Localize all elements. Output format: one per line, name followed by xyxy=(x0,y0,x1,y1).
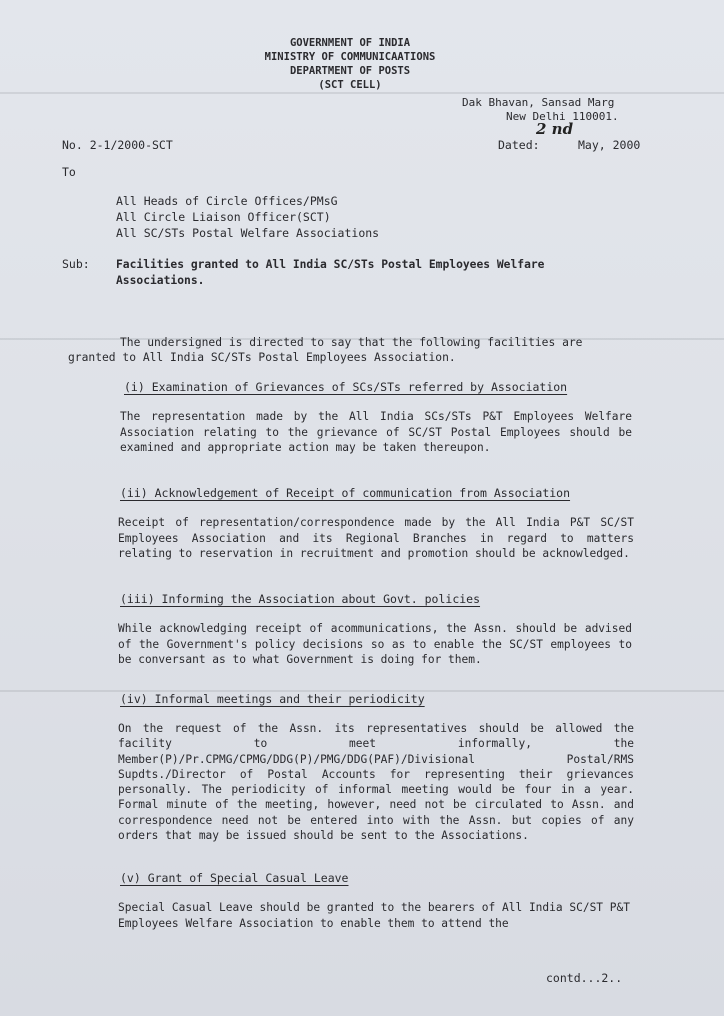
recipient-line: All Heads of Circle Offices/PMsG xyxy=(116,194,338,208)
address-line: New Delhi 110001. xyxy=(506,110,619,123)
section-heading: (iii) Informing the Association about Govt. policies xyxy=(120,592,481,606)
header-line: (SCT CELL) xyxy=(318,79,382,91)
intro-line: granted to All India SC/STs Postal Employees Association. xyxy=(68,351,456,364)
to-label: To xyxy=(62,165,76,179)
address-line: Dak Bhavan, Sansad Marg xyxy=(462,96,615,109)
file-number: No. 2-1/2000-SCT xyxy=(62,138,173,152)
section-body: While acknowledging receipt of acommunications, the Assn. should be advised of the Government's policy decisions so as to enable the SC/ST employees to be conversant as to what Government is doing for them. xyxy=(118,622,632,666)
section-body: On the request of the Assn. its representatives should be allowed the facility to meet informally, the Member(P)/Pr.CPMG/CPMG/DDG(P)/PMG/DDG(PAF)/Divisional Postal/RMS Supdts./Director of Postal Accounts for representing their grievances personally. The periodicity of informal meeting would be four in a year. Formal minute of the meeting, however, need not be circulated to Assn. and correspondence need not be entered into with the Assn. but copies of any orders that may be issued should be sent to the Associations. xyxy=(118,722,634,843)
section-heading: (iv) Informal meetings and their periodicity xyxy=(120,692,425,706)
dated-month-year: May, 2000 xyxy=(578,138,641,152)
section-body: Receipt of representation/correspondence made by the All India P&T SC/ST Employees Association and its Regional Branches in regard to matters relating to reservation in recruitment and promotion should be acknowledged. xyxy=(118,516,634,560)
section-heading: (v) Grant of Special Casual Leave xyxy=(120,871,349,885)
dated-label: Dated: xyxy=(498,138,540,152)
dated-day-handwritten: 2 nd xyxy=(536,120,574,138)
header-line: MINISTRY OF COMMUNICAATIONS xyxy=(264,51,436,63)
section-body: The representation made by the All India SCs/STs P&T Employees Welfare Association relating to the grievance of SC/ST Postal Employees should be examined and appropriate action may be taken thereupon. xyxy=(120,410,632,454)
section-heading: (ii) Acknowledgement of Receipt of communication from Association xyxy=(120,486,571,500)
header-line: GOVERNMENT OF INDIA xyxy=(289,37,411,49)
recipient-line: All SC/STs Postal Welfare Associations xyxy=(116,226,380,240)
section-heading: (i) Examination of Grievances of SCs/STs referred by Association xyxy=(124,380,568,394)
intro-line: The undersigned is directed to say that the following facilities are xyxy=(120,336,583,349)
subject-label: Sub: xyxy=(62,257,90,271)
header-line: DEPARTMENT OF POSTS xyxy=(289,65,411,77)
recipient-line: All Circle Liaison Officer(SCT) xyxy=(116,210,331,224)
continued-note: contd...2.. xyxy=(546,971,623,985)
section-body: Special Casual Leave should be granted to the bearers of All India SC/ST P&T Employees Welfare Association to enable them to attend the xyxy=(118,901,630,930)
subject-line: Facilities granted to All India SC/STs Postal Employees Welfare xyxy=(116,258,545,271)
subject-line: Associations. xyxy=(116,274,205,287)
